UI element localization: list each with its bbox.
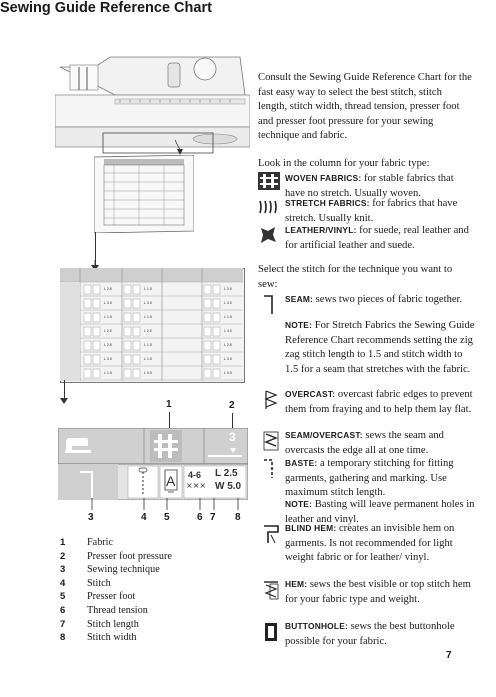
chart-technique-column (60, 282, 80, 381)
sewing-guide-chart-grid (60, 268, 245, 383)
chart-length-label: L 3.0 (144, 301, 152, 305)
chart-foot-cell (93, 341, 100, 350)
technique-label: OVERCAST: (285, 389, 336, 399)
presser-foot-letter: A (166, 473, 176, 489)
blind-hem-icon (262, 523, 282, 545)
chart-length-label: L 4.0 (224, 301, 232, 305)
pointer-line-2 (64, 380, 65, 400)
stitch-length-value: L 2.5 (215, 468, 238, 479)
callout-number-8: 8 (235, 512, 241, 523)
stretch-fabric-icon (258, 199, 280, 215)
legend-label: Stitch width (87, 632, 137, 644)
technique-item (285, 428, 477, 458)
chart-length-label: L 2.5 (104, 287, 112, 291)
chart-foot-cell (213, 355, 220, 364)
chart-foot-cell (213, 341, 220, 350)
chart-length-label: L 2.5 (104, 343, 112, 347)
baste-icon (262, 458, 282, 480)
callout-number-3: 3 (88, 512, 94, 523)
technique-description: sews the best visible or top stitch hem for your fabric type and weight. (285, 579, 471, 605)
note-label: NOTE: (285, 499, 313, 509)
callout-number-6: 6 (197, 512, 203, 523)
note-text: Basting will leave permanent holes in leather and vinyl. (285, 499, 475, 525)
fabric-description: for stable fabrics that have no stretch. Usually woven. (285, 173, 454, 199)
technique-label: SEAM: (285, 294, 313, 304)
fabric-item (285, 223, 475, 253)
chart-foot-cell (93, 369, 100, 378)
technique-description: overcast fabric edges to prevent them from fraying and to help them lay flat. (285, 389, 473, 415)
legend-number: 5 (60, 591, 66, 603)
legend-item (60, 577, 210, 590)
legend-label: Fabric (87, 537, 114, 548)
technique-description: sews the seam and overcasts the edge all at one time. (285, 430, 444, 456)
chart-length-label: L 1.5 (144, 357, 152, 361)
legend-label: Stitch length (87, 618, 139, 630)
callout-number-5: 5 (164, 512, 170, 523)
chart-foot-cell (93, 299, 100, 308)
overcast-icon (262, 389, 282, 411)
fabric-label: WOVEN FABRICS: (285, 173, 362, 183)
chart-stitch-cell (124, 299, 131, 308)
buttonhole-icon (262, 621, 282, 643)
chart-foot-cell (93, 313, 100, 322)
note-text: For Stretch Fabrics the Sewing Guide Reference Chart recommends setting the zig zag stitch length to 1.5 and stitch width to 1.5 for a seam that stretches with the fabric. (285, 320, 475, 375)
technique-description: sews two pieces of fabric together. (315, 294, 463, 305)
chart-foot-cell (213, 299, 220, 308)
callout-number-7: 7 (210, 512, 216, 523)
technique-item (285, 456, 477, 501)
page-title: Sewing Guide Reference Chart (0, 0, 212, 16)
technique-note (285, 318, 477, 377)
chart-stitch-cell (204, 369, 211, 378)
chart-length-label: L 1.5 (224, 315, 232, 319)
fabric-item (285, 196, 475, 226)
chart-stitch-cell (124, 341, 131, 350)
chart-header-bar (60, 268, 243, 282)
chart-stitch-cell (84, 341, 91, 350)
callout-number-4: 4 (141, 512, 147, 523)
chart-foot-cell (213, 369, 220, 378)
chart-length-label: L 0.5 (144, 371, 152, 375)
chart-length-label: L 1.5 (144, 287, 152, 291)
chart-foot-cell (133, 355, 140, 364)
chart-stitch-cell (124, 355, 131, 364)
chart-card-thumbnail (94, 155, 194, 233)
chart-foot-cell (133, 341, 140, 350)
legend-label: Sewing technique (87, 564, 160, 576)
chart-length-label: L 1.5 (144, 315, 152, 319)
seam-icon (262, 294, 282, 316)
chart-stitch-cell (204, 327, 211, 336)
legend-label: Stitch (87, 577, 111, 589)
technique-item (285, 387, 477, 417)
chart-stitch-cell (124, 313, 131, 322)
technique-item (285, 577, 477, 607)
technique-description: a temporary stitching for fitting garments, gathering and marking. Use maximum stitch length. (285, 458, 454, 499)
legend-number: 3 (60, 564, 66, 576)
legend-label: Presser foot (87, 591, 136, 603)
chart-stitch-cell (204, 341, 211, 350)
technique-item (285, 619, 477, 649)
callout-ticks (80, 498, 250, 512)
technique-item (285, 292, 477, 308)
legend-item (60, 536, 210, 549)
chart-length-label: L 3.0 (224, 357, 232, 361)
chart-length-label: L 2.0 (104, 329, 112, 333)
legend-item (60, 618, 210, 631)
chart-foot-cell (93, 355, 100, 364)
chart-stitch-cell (124, 327, 131, 336)
legend-number: 2 (60, 550, 66, 562)
technique-label: BLIND HEM: (285, 523, 337, 533)
thread-tension-value: 4-6 (188, 470, 202, 480)
chart-stitch-cell (84, 313, 91, 322)
chart-foot-cell (133, 313, 140, 322)
seam-overcast-icon (262, 430, 282, 452)
stitch-width-value: W 5.0 (215, 481, 242, 492)
chart-length-label: L 3.0 (104, 301, 112, 305)
technique-label: SEAM/OVERCAST: (285, 430, 363, 440)
look-text: Look in the column for your fabric type: (258, 158, 430, 169)
chart-foot-cell (213, 285, 220, 294)
legend-item (60, 563, 210, 576)
chart-stitch-cell (84, 285, 91, 294)
chart-length-label: L 3.0 (104, 357, 112, 361)
fabric-label: STRETCH FABRICS: (285, 198, 370, 208)
fabric-description: for fabrics that have stretch. Usually knit. (285, 198, 458, 224)
legend-label: Thread tension (87, 605, 148, 616)
chart-length-label: L 1.5 (104, 371, 112, 375)
chart-foot-cell (133, 285, 140, 294)
legend-number: 8 (60, 632, 66, 644)
legend-number: 4 (60, 577, 66, 589)
chart-stitch-cell (84, 299, 91, 308)
chart-length-label: L 0.5 (224, 371, 232, 375)
chart-foot-cell (133, 327, 140, 336)
legend-label: Presser foot pressure (87, 550, 172, 562)
legend-item (60, 604, 210, 617)
legend-item (60, 550, 210, 563)
chart-stitch-cell (204, 285, 211, 294)
chart-length-label: L 1.5 (144, 343, 152, 347)
pressure-value: 3 (229, 430, 236, 444)
chart-length-label: L 2.5 (224, 343, 232, 347)
legend-item (60, 590, 210, 603)
legend-number: 6 (60, 605, 66, 616)
chart-foot-cell (133, 369, 140, 378)
legend-item (60, 631, 210, 644)
chart-stitch-cell (204, 299, 211, 308)
woven-fabric-icon (258, 172, 280, 190)
chart-foot-cell (133, 299, 140, 308)
chart-stitch-cell (204, 355, 211, 364)
leather-icon (258, 225, 278, 245)
legend-number: 7 (60, 618, 66, 630)
intro-paragraph: Consult the Sewing Guide Reference Chart for the fast easy way to select the best stitch, stitch length, stitch width, thread tension, presser foot and presser foot pressure for your sewing technique and fabric. (258, 72, 472, 142)
technique-label: BUTTONHOLE: (285, 621, 348, 631)
chart-foot-cell (213, 327, 220, 336)
chart-length-label: L 1.5 (104, 315, 112, 319)
chart-stitch-cell (84, 355, 91, 364)
technique-label: HEM: (285, 579, 308, 589)
arrow-down-icon-2 (60, 398, 68, 404)
chart-foot-cell (213, 313, 220, 322)
note-label: NOTE: (285, 320, 313, 330)
chart-stitch-cell (124, 369, 131, 378)
hem-icon (262, 579, 282, 601)
select-text: Select the stitch for the technique you want to sew: (258, 264, 453, 290)
technique-label: BASTE: (285, 458, 318, 468)
chart-length-label: L 4.0 (224, 329, 232, 333)
tension-wave-icon: ⨯⨯⨯ (186, 481, 207, 490)
chart-stitch-cell (204, 313, 211, 322)
technique-description: sews the best buttonhole possible for your fabric. (285, 621, 455, 647)
page-number: 7 (446, 650, 452, 661)
technique-item (285, 521, 477, 566)
chart-foot-cell (93, 285, 100, 294)
callout-number-2: 2 (229, 400, 235, 411)
chart-stitch-cell (84, 327, 91, 336)
chart-foot-cell (93, 327, 100, 336)
callout-number-1: 1 (166, 399, 172, 410)
fabric-description: for suede, real leather and for artificial leather and suede. (285, 225, 469, 251)
chart-stitch-cell (124, 285, 131, 294)
technique-description: creates an invisible hem on garments. Is not recommended for light weight fabric or for leather/ vinyl. (285, 523, 455, 564)
fabric-label: LEATHER/VINYL: (285, 225, 357, 235)
legend-number: 1 (60, 537, 66, 548)
chart-stitch-cell (84, 369, 91, 378)
chart-length-label: L 3.0 (224, 287, 232, 291)
chart-length-label: L 2.0 (144, 329, 152, 333)
